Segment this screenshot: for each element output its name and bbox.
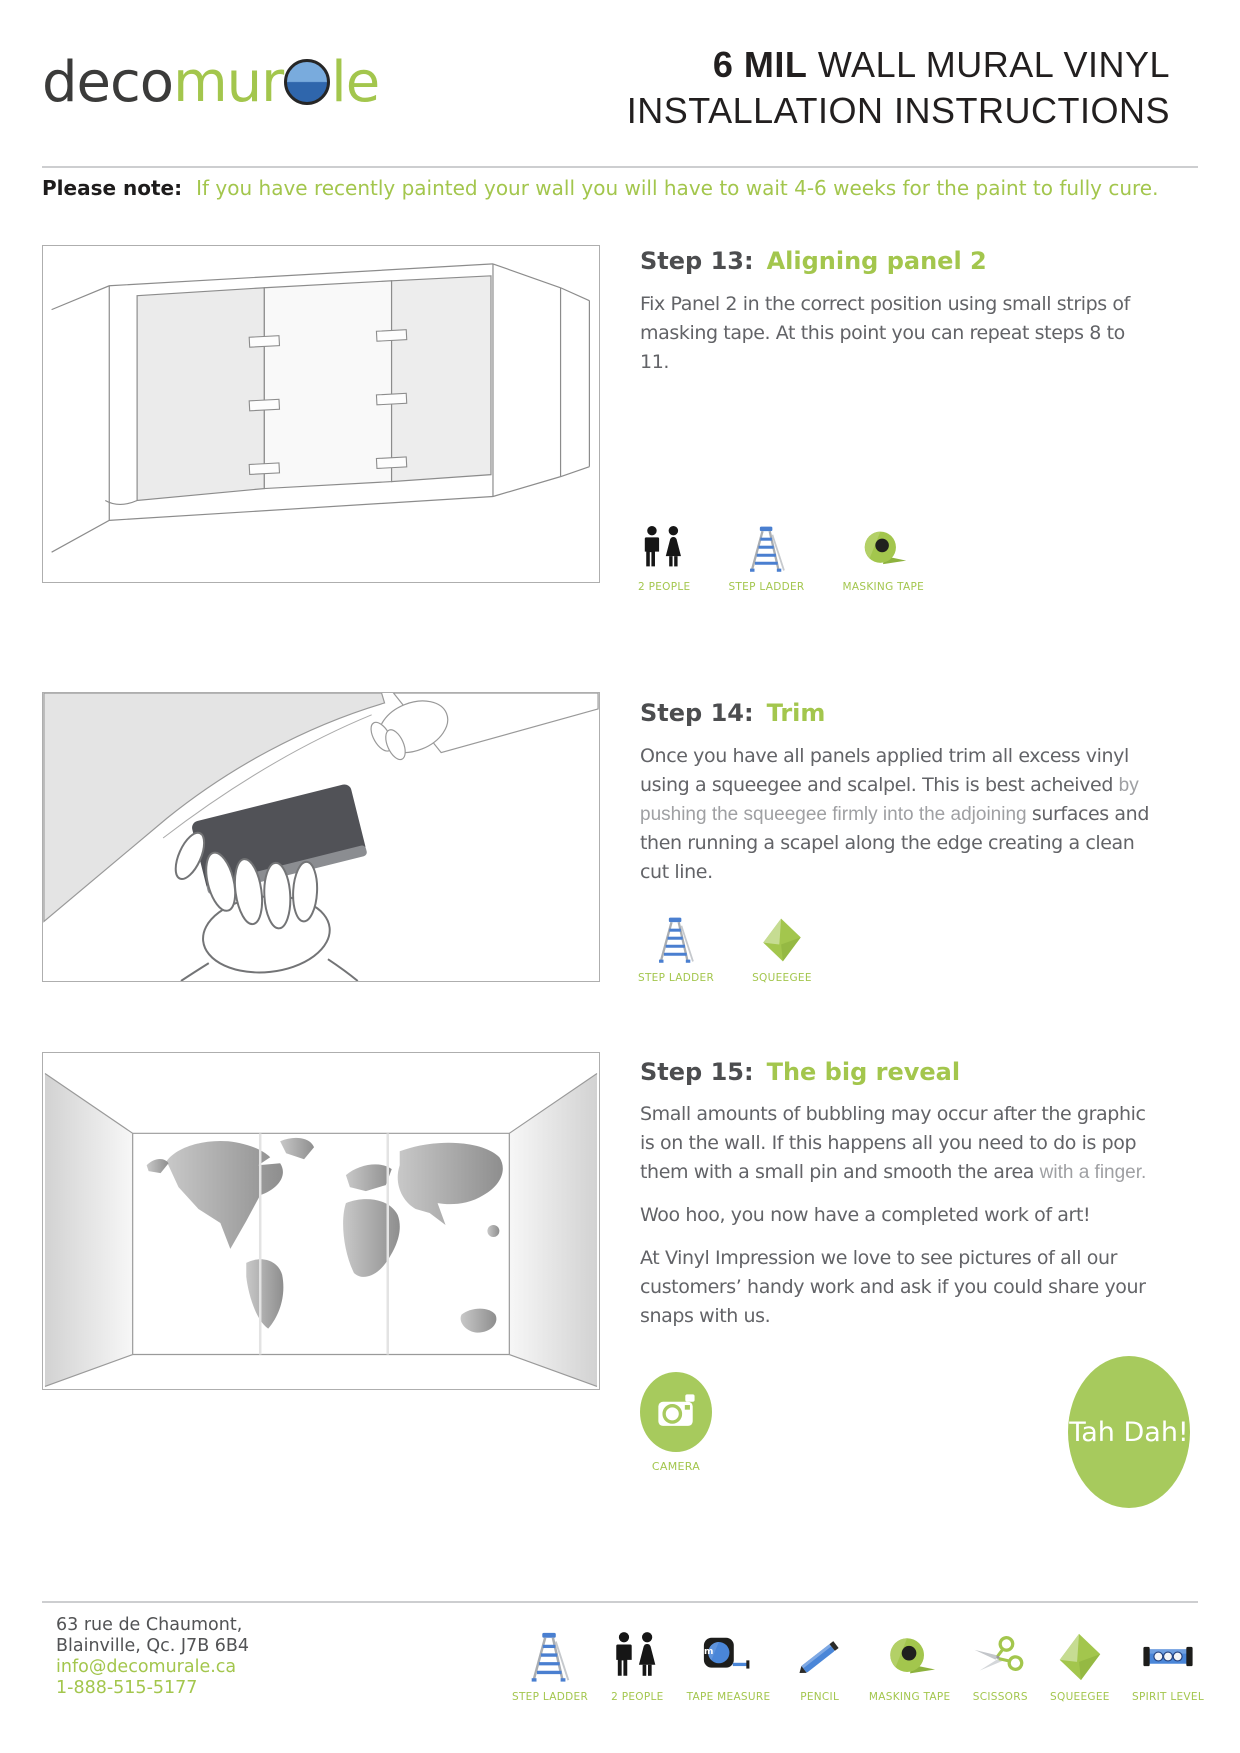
tool-squeegee	[1050, 1630, 1110, 1703]
tool-label: MASKING TAPE	[868, 1691, 951, 1703]
step15-paragraph1	[640, 1100, 1156, 1187]
camera-glyph-icon	[650, 1386, 702, 1438]
step14-text-b: surfaces and then running a scapel along the edge creating a clean cut line.	[640, 803, 1149, 883]
tool-2-people	[638, 524, 690, 593]
squeegee-icon	[1053, 1630, 1107, 1684]
phone-number: 1-888-515-5177	[56, 1678, 198, 1698]
step-ladder-icon	[651, 915, 701, 965]
contact-address	[56, 1615, 249, 1699]
masking-tape-icon	[858, 524, 908, 574]
tool-step-ladder	[512, 1630, 588, 1703]
logo-text-mur: mur	[173, 50, 284, 115]
step14-heading	[640, 699, 825, 727]
tah-dah-badge: Tah Dah!	[1068, 1356, 1190, 1508]
step14-text-light: by pushing the squeegee firmly into the adjoining	[640, 775, 1139, 825]
tool-label: STEP LADDER	[512, 1691, 589, 1703]
note-text: If you have recently painted your wall you will have to wait 4-6 weeks for the paint to fully cure.	[196, 176, 1159, 200]
step15-paragraph2: Woo hoo, you now have a completed work of art!	[640, 1204, 1091, 1226]
step13-heading	[640, 247, 987, 275]
tool-scissors	[973, 1630, 1028, 1703]
tool-label: STEP LADDER	[728, 581, 805, 593]
page-title	[627, 42, 1170, 134]
footer-divider	[42, 1601, 1198, 1603]
tool-2-people	[610, 1630, 664, 1703]
tool-label: TAPE MEASURE	[686, 1691, 771, 1703]
address-line1: 63 rue de Chaumont,	[56, 1615, 243, 1635]
squeegee-icon	[757, 915, 807, 965]
address-line2: Blainville, Qc. J7B 6B4	[56, 1636, 250, 1656]
wall-panels-illustration	[43, 246, 599, 582]
tool-label: MASKING TAPE	[842, 581, 925, 593]
tool-label: SQUEEGEE	[752, 972, 812, 984]
tool-label: 2 PEOPLE	[611, 1691, 664, 1703]
step14-label: Step 14:	[640, 699, 754, 727]
step13-tools	[638, 524, 924, 593]
tool-spirit-level	[1132, 1630, 1204, 1703]
step-ladder-icon	[523, 1630, 577, 1684]
squeegee-trim-illustration	[43, 693, 599, 981]
tool-label: SQUEEGEE	[1050, 1691, 1110, 1703]
scissors-icon	[973, 1630, 1027, 1684]
spirit-level-icon	[1141, 1630, 1195, 1684]
step15-heading	[640, 1058, 960, 1086]
tool-step-ladder	[728, 524, 804, 593]
decomurale-logo	[42, 50, 379, 115]
tool-pencil	[793, 1630, 847, 1703]
tape-measure-icon	[701, 1630, 755, 1684]
tool-masking-tape	[869, 1630, 951, 1703]
step13-illustration-frame	[42, 245, 600, 583]
tool-label: PENCIL	[800, 1691, 840, 1703]
tool-tape-measure	[687, 1630, 771, 1703]
tool-label: SPIRIT LEVEL	[1132, 1691, 1204, 1703]
camera-icon	[640, 1372, 712, 1452]
logo-blue-sphere-icon	[284, 59, 330, 105]
step14-text-a: Once you have all panels applied trim all excess vinyl using a squeegee and scalpel. This is best acheived	[640, 745, 1129, 796]
step14-body	[640, 742, 1156, 901]
step15-illustration-frame	[42, 1052, 600, 1390]
step15-p1-text: Small amounts of bubbling may occur after the graphic is on the wall. If this happens all you need to do is pop them with a small pin and smooth the area	[640, 1103, 1146, 1183]
page-title-line1	[627, 42, 1170, 88]
step13-label: Step 13:	[640, 247, 754, 275]
step14-illustration-frame	[42, 692, 600, 982]
masking-tape-icon	[883, 1630, 937, 1684]
step15-body	[640, 1100, 1156, 1345]
step-ladder-icon	[742, 524, 792, 574]
page-title-line2: INSTALLATION INSTRUCTIONS	[626, 90, 1170, 131]
two-people-icon	[610, 1630, 664, 1684]
tool-squeegee	[752, 915, 812, 984]
step13-body	[640, 290, 1156, 391]
step14-paragraph	[640, 742, 1156, 887]
step15-title: The big reveal	[766, 1058, 961, 1086]
title-wall-mural: WALL MURAL VINYL	[807, 44, 1170, 85]
step14-title: Trim	[766, 699, 826, 727]
camera-tool	[640, 1372, 712, 1473]
note-label: Please note:	[42, 176, 183, 200]
tool-label: SCISSORS	[972, 1691, 1028, 1703]
two-people-icon	[639, 524, 689, 574]
tool-step-ladder	[638, 915, 714, 984]
step15-paragraph3: At Vinyl Impression we love to see pictures of all our customers’ handy work and ask if you could share your snaps with us.	[640, 1247, 1146, 1327]
step15-label: Step 15:	[640, 1058, 754, 1086]
step15-p1-text-light: with a finger.	[1039, 1162, 1147, 1183]
tape-measure-badge: 5m	[697, 1647, 714, 1657]
title-6mil: 6 MIL	[712, 44, 808, 85]
camera-label: CAMERA	[651, 1460, 701, 1473]
tool-label: 2 PEOPLE	[638, 581, 691, 593]
step13-paragraph: Fix Panel 2 in the correct position using small strips of masking tape. At this point you can repeat steps 8 to 11.	[640, 293, 1130, 373]
step13-title: Aligning panel 2	[766, 247, 987, 275]
footer-tools	[512, 1630, 1204, 1703]
logo-text-le: le	[331, 50, 380, 115]
pencil-icon	[793, 1630, 847, 1684]
logo-text-deco: deco	[42, 50, 174, 115]
tool-masking-tape	[843, 524, 925, 593]
header-divider	[42, 166, 1198, 168]
please-note	[42, 176, 1158, 200]
email-link[interactable]: info@decomurale.ca	[56, 1657, 237, 1677]
tool-label: STEP LADDER	[638, 972, 715, 984]
world-map-mural-illustration	[43, 1053, 599, 1389]
step14-tools	[638, 915, 812, 984]
